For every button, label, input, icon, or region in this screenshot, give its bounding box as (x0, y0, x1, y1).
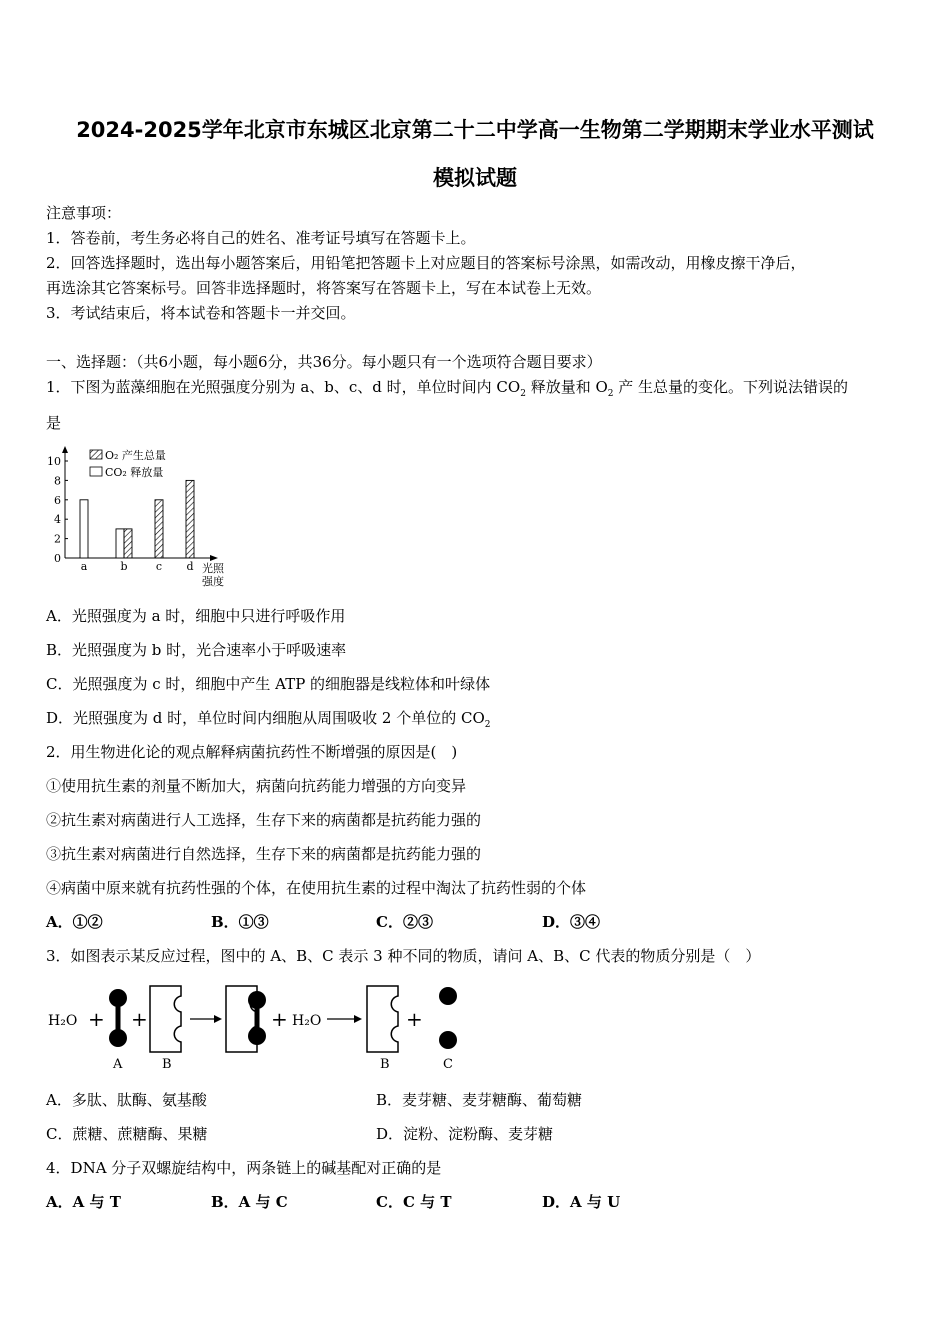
question-1-stem: 1．下图为蓝藻细胞在光照强度分别为 a、b、c、d 时，单位时间内 $CO_2$ 释放量和 $O_2$ 产 生总量的变化。下列说法错误的 (46, 378, 849, 399)
notice-item: 2．回答选择题时，选出每小题答案后，用铅笔把答题卡上对应题目的答案标号涂黑，如需改动，用橡皮擦干净后， (46, 254, 806, 272)
section-heading: 一、选择题：（共6小题，每小题6分，共36分。每小题只有一个选项符合题目要求） (46, 353, 602, 371)
q3-option-b: B．麦芽糖、麦芽糖酶、葡萄糖 (376, 1091, 583, 1109)
q2-statement: ④病菌中原来就有抗药性强的个体，在使用抗生素的过程中淘汰了抗药性弱的个体 (46, 879, 587, 897)
q4-option-c: C．C 与 T (376, 1193, 452, 1211)
product-c (439, 1031, 457, 1049)
label-c: C (443, 1057, 453, 1072)
x-category-label: b (120, 560, 128, 573)
question-2-stem: 2．用生物进化论的观点解释病菌抗药性不断增强的原因是( ) (46, 743, 458, 761)
q2-option-b: B．①③ (211, 913, 269, 931)
page-title: 2024-2025学年北京市东城区北京第二十二中学高一生物第二学期期末学业水平测试 (76, 118, 874, 142)
bar-o2 (186, 480, 194, 558)
y-tick-label: 2 (54, 532, 61, 546)
question-number: 1． (46, 378, 71, 396)
q1-option-a: A．光照强度为 a 时，细胞中只进行呼吸作用 (46, 607, 346, 625)
page-title-cont: 模拟试题 (433, 166, 517, 190)
y-tick-label: 4 (54, 513, 61, 527)
y-tick-label: 6 (54, 493, 61, 507)
legend-o2-swatch (90, 450, 102, 459)
reaction-diagram (44, 980, 474, 1075)
q3-option-d: D．淀粉、淀粉酶、麦芽糖 (376, 1125, 554, 1143)
q1-option-c: C．光照强度为 c 时，细胞中产生 ATP 的细胞器是线粒体和叶绿体 (46, 675, 491, 693)
q4-option-d: D．A 与 U (542, 1193, 621, 1211)
bar-co2 (116, 529, 124, 558)
product-c (439, 987, 457, 1005)
x-category-label: c (155, 560, 163, 573)
x-axis-label: 光照 (202, 562, 224, 575)
q2-option-d: D．③④ (542, 913, 601, 931)
x-category-label: a (80, 560, 88, 573)
legend-co2-swatch (90, 467, 102, 476)
label-a: A (113, 1057, 123, 1072)
q3-option-a: A．多肽、肽酶、氨基酸 (46, 1091, 207, 1109)
q4-option-b: B．A 与 C (211, 1193, 288, 1211)
q3-option-c: C．蔗糖、蔗糖酶、果糖 (46, 1125, 208, 1143)
notice-item: 3．考试结束后，将本试卷和答题卡一并交回。 (46, 304, 356, 322)
x-axis-label-cont: 强度 (202, 575, 224, 588)
h2o-label: H₂O (48, 1013, 78, 1029)
y-axis-arrow (62, 446, 68, 453)
question-4-stem: 4．DNA 分子双螺旋结构中，两条链上的碱基配对正确的是 (46, 1159, 442, 1177)
notice-item: 再选涂其它答案标号。回答非选择题时，将答案写在答题卡上，写在本试卷上无效。 (46, 279, 602, 297)
plus-sign: + (131, 1007, 148, 1031)
enzyme-b-released (367, 986, 398, 1052)
label-b: B (162, 1057, 172, 1072)
y-tick-label: 0 (54, 552, 61, 565)
h2o-label-2: H₂O (292, 1013, 322, 1029)
plus-sign: + (271, 1007, 288, 1031)
q1-option-b: B．光照强度为 b 时，光合速率小于呼吸速率 (46, 641, 347, 659)
bar-chart (42, 444, 242, 589)
notice-heading: 注意事项： (46, 204, 122, 222)
plus-sign: + (88, 1007, 105, 1031)
x-axis-arrow (210, 555, 218, 561)
bar-o2 (155, 500, 163, 558)
question-3-stem: 3．如图表示某反应过程，图中的 A、B、C 表示 3 种不同的物质，请问 A、B、C 代表的物质分别是（ ） (46, 947, 761, 965)
bar-o2 (124, 529, 132, 558)
x-category-label: d (186, 560, 194, 573)
notice-item: 1．答卷前，考生务必将自己的姓名、准考证号填写在答题卡上。 (46, 229, 476, 247)
q2-option-c: C．②③ (376, 913, 433, 931)
q2-option-a: A．①② (46, 913, 103, 931)
q2-statement: ①使用抗生素的剂量不断加大，病菌向抗药能力增强的方向变异 (46, 777, 467, 795)
q4-option-a: A．A 与 T (46, 1193, 121, 1211)
q2-statement: ③抗生素对病菌进行自然选择，生存下来的病菌都是抗药能力强的 (46, 845, 482, 863)
q1-option-d: D．光照强度为 d 时，单位时间内细胞从周围吸收 2 个单位的 $CO_2$ (46, 709, 491, 730)
question-1-stem-cont: 是 (46, 414, 62, 432)
plus-sign: + (406, 1007, 423, 1031)
q2-statement: ②抗生素对病菌进行人工选择，生存下来的病菌都是抗药能力强的 (46, 811, 482, 829)
label-b-2: B (380, 1057, 390, 1072)
substrate-a (109, 989, 127, 1047)
y-tick-label: 8 (54, 474, 61, 488)
enzyme-b (150, 986, 181, 1052)
y-tick-label: 10 (47, 455, 61, 468)
legend-co2-label: CO₂ 释放量 (105, 466, 164, 479)
legend-o2-label: O₂ 产生总量 (105, 449, 166, 462)
bar-co2 (80, 500, 88, 558)
